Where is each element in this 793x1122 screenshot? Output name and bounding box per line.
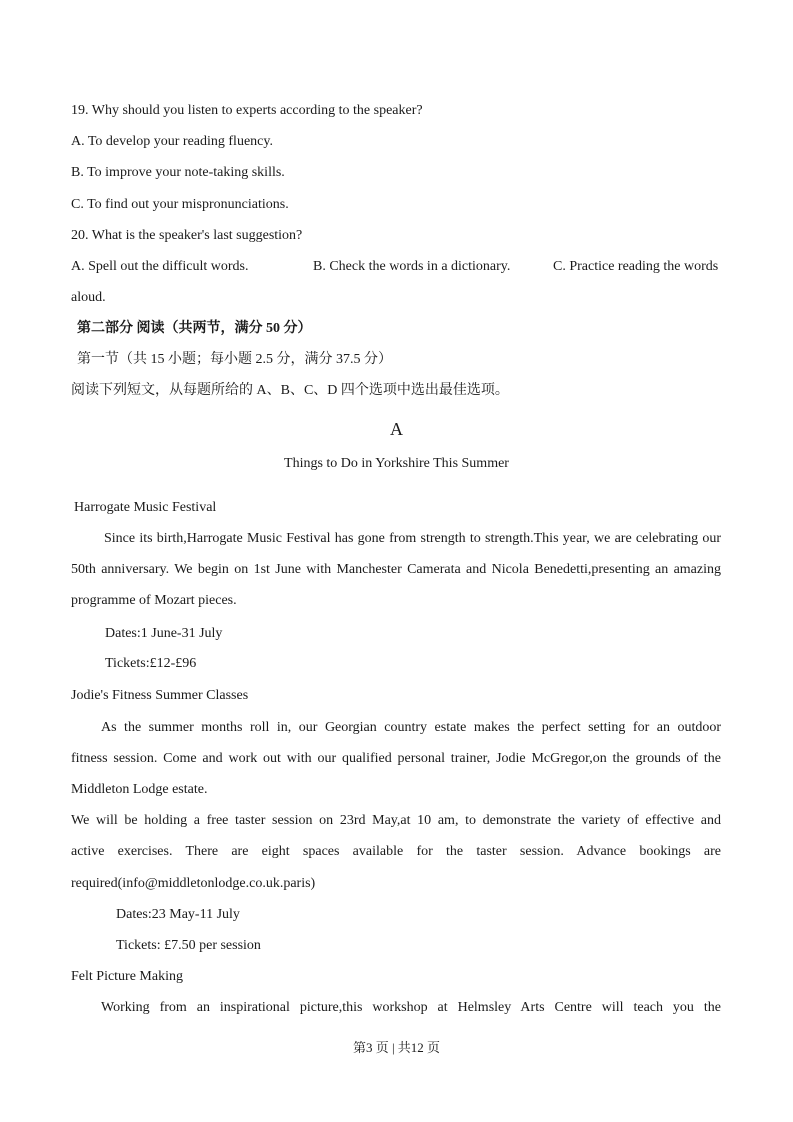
felt-line-1: Working from an inspirational picture,this workshop at Helmsley Arts Centre will teach you the [101, 1000, 721, 1015]
fitness-line-2: fitness session. Come and work out with our qualified personal trainer, Jodie McGregor,on the grounds of the [71, 751, 721, 766]
passage-title: Things to Do in Yorkshire This Summer [284, 456, 509, 471]
harrogate-line-1: Since its birth,Harrogate Music Festival has gone from strength to strength.This year, we are celebrating our [104, 531, 721, 546]
q19-option-b: B. To improve your note-taking skills. [71, 165, 285, 180]
fitness-line-3: Middleton Lodge estate. [71, 782, 208, 797]
fitness-tickets: Tickets: £7.50 per session [116, 938, 261, 953]
question-19: 19. Why should you listen to experts according to the speaker? [71, 103, 423, 118]
felt-heading: Felt Picture Making [71, 969, 183, 984]
passage-letter: A [390, 419, 403, 439]
q20-option-b: B. Check the words in a dictionary. [313, 259, 511, 274]
q19-option-a: A. To develop your reading fluency. [71, 134, 273, 149]
q20-option-c: C. Practice reading the words [553, 259, 719, 274]
harrogate-line-2: 50th anniversary. We begin on 1st June with Manchester Camerata and Nicola Benedetti,presenting an amazing [71, 562, 721, 577]
harrogate-tickets: Tickets:£12-£96 [105, 656, 197, 671]
harrogate-dates: Dates:1 June-31 July [105, 626, 223, 641]
question-20: 20. What is the speaker's last suggestion? [71, 228, 303, 243]
fitness-dates: Dates:23 May-11 July [116, 907, 240, 922]
harrogate-heading: Harrogate Music Festival [74, 500, 217, 515]
fitness-line-6: required(info@middletonlodge.co.uk.paris) [71, 876, 316, 891]
q19-option-c: C. To find out your mispronunciations. [71, 197, 289, 212]
fitness-heading: Jodie's Fitness Summer Classes [71, 688, 249, 703]
page-footer: 第3 页 | 共12 页 [352, 1040, 441, 1055]
fitness-line-1: As the summer months roll in, our Georgian country estate makes the perfect setting for an outdoor [101, 720, 721, 735]
part-two-title: 第二部分 阅读（共两节，满分 50 分） [77, 321, 312, 336]
fitness-line-4: We will be holding a free taster session on 23rd May,at 10 am, to demonstrate the variety of effective and [71, 813, 721, 828]
q20-option-a: A. Spell out the difficult words. [71, 259, 249, 274]
fitness-line-5: active exercises. There are eight spaces available for the taster session. Advance bookings are [71, 844, 721, 859]
reading-instruction: 阅读下列短文，从每题所给的 A、B、C、D 四个选项中选出最佳选项。 [71, 383, 509, 398]
q20-option-c-continued: aloud. [71, 290, 106, 305]
section-one-title: 第一节（共 15 小题；每小题 2.5 分，满分 37.5 分） [77, 352, 392, 367]
harrogate-line-3: programme of Mozart pieces. [71, 593, 237, 608]
